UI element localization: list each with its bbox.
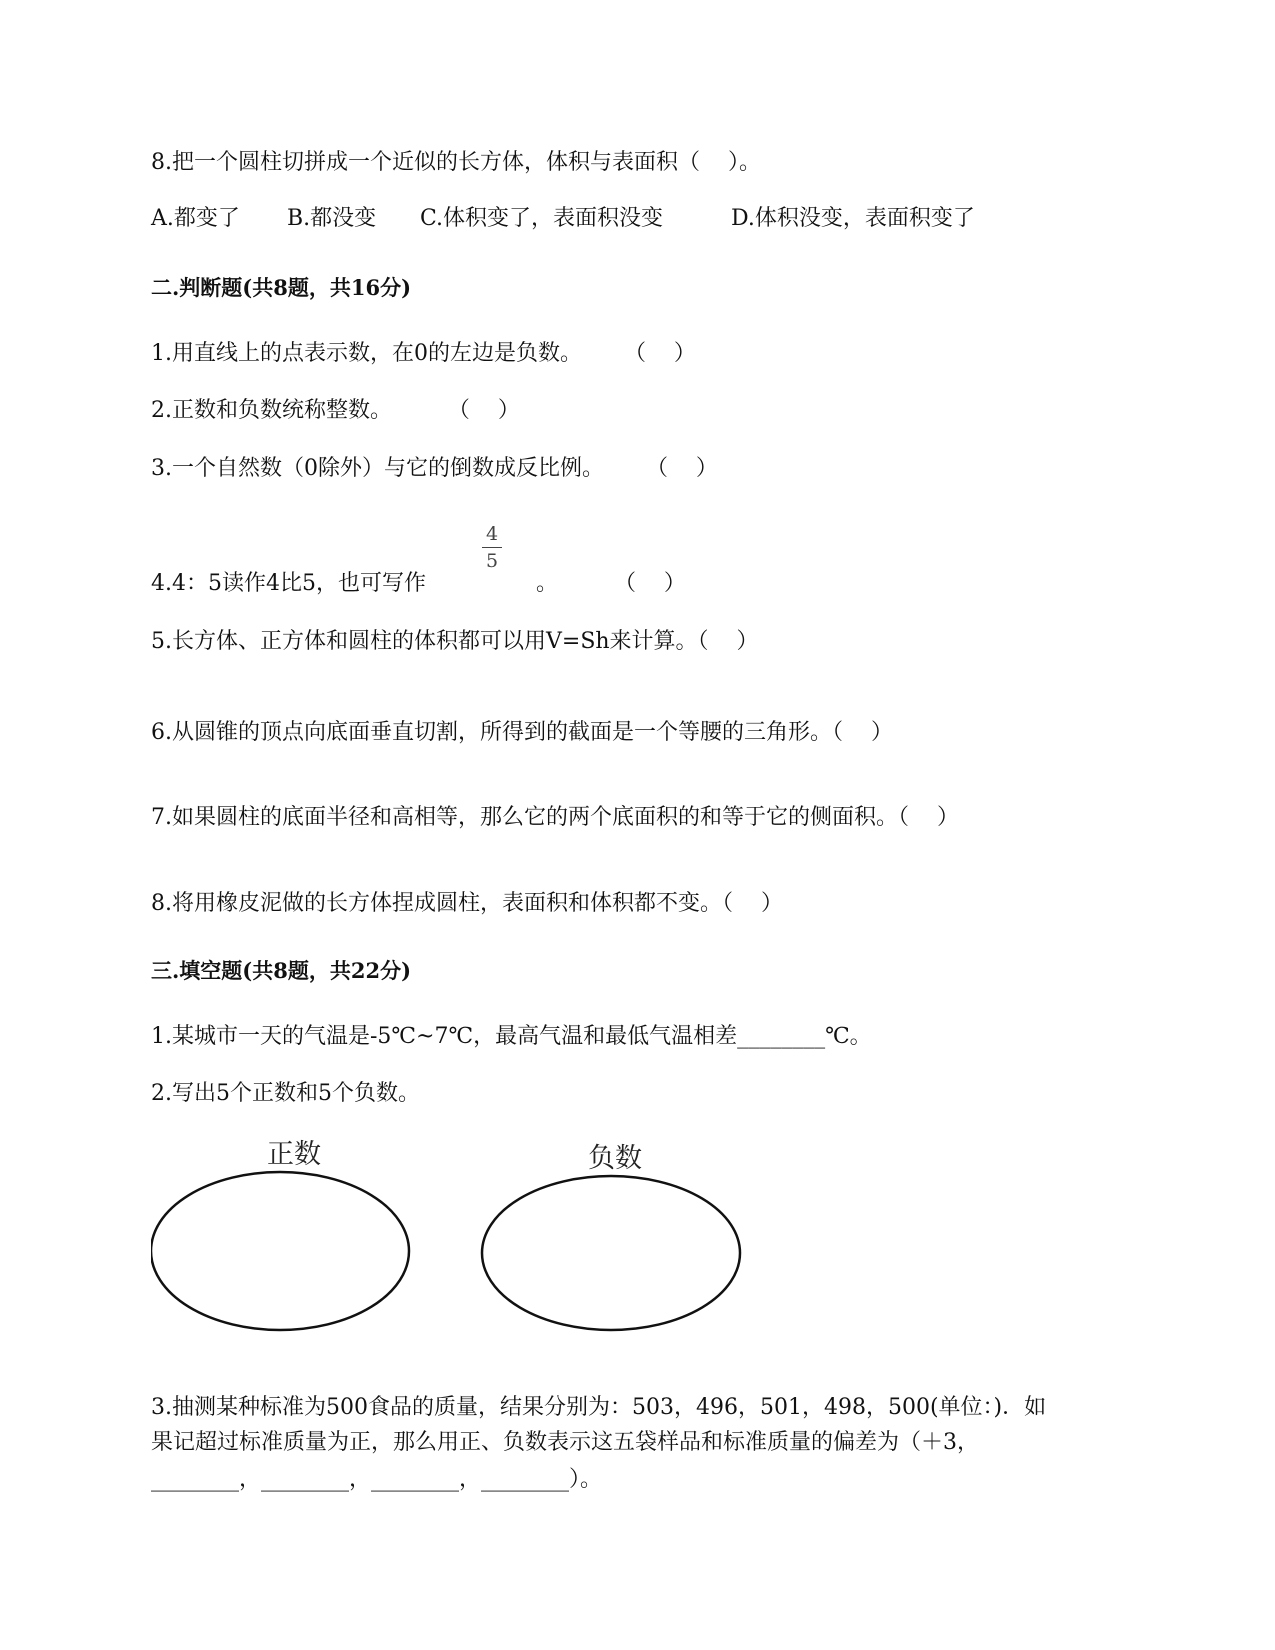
section-3-heading: 三.填空题(共8题，共22分)	[151, 958, 412, 983]
positive-numbers-oval	[151, 1172, 409, 1330]
negative-numbers-label: 负数	[588, 1143, 642, 1174]
judge-item-4: 4.4：5读作4比5，也可写作	[151, 571, 426, 596]
question-8-stem: 8.把一个圆柱切拼成一个近似的长方体，体积与表面积（ ）。	[151, 150, 761, 175]
judge-item-4-tail: 。 （ ）	[536, 571, 686, 596]
section-2-heading: 二.判断题(共8题，共16分)	[151, 275, 412, 300]
option-a: A.都变了	[151, 206, 240, 231]
ovals-svg	[151, 1130, 751, 1350]
positive-numbers-label: 正数	[267, 1139, 321, 1170]
fill-item-3-line-2: 果记超过标准质量为正，那么用正、负数表示这五袋样品和标准质量的偏差为（＋3，	[151, 1430, 979, 1455]
judge-item-5: 5.长方体、正方体和圆柱的体积都可以用V=Sh来计算。（ ）	[151, 629, 759, 654]
fill-item-1: 1.某城市一天的气温是-5℃~7℃，最高气温和最低气温相差________℃。	[151, 1024, 872, 1049]
judge-item-6: 6.从圆锥的顶点向底面垂直切割，所得到的截面是一个等腰的三角形。（ ）	[151, 720, 893, 745]
fraction-four-fifths	[482, 524, 502, 571]
option-d: D.体积没变，表面积变了	[731, 206, 975, 231]
option-b: B.都没变	[287, 206, 377, 231]
judge-item-8: 8.将用橡皮泥做的长方体捏成圆柱，表面积和体积都不变。（ ）	[151, 891, 783, 916]
fill-item-3-line-1: 3.抽测某种标准为500食品的质量，结果分别为：503，496，501，498，500(单位：)．如	[151, 1395, 1047, 1420]
option-c: C.体积变了，表面积没变	[420, 206, 664, 231]
judge-item-2: 2.正数和负数统称整数。 （ ）	[151, 398, 520, 423]
fraction-numerator: 4	[485, 523, 499, 545]
judge-item-1: 1.用直线上的点表示数，在0的左边是负数。 （ ）	[151, 341, 696, 366]
number-sets-figure	[151, 1130, 751, 1350]
negative-numbers-oval	[482, 1176, 740, 1330]
fraction-bar	[482, 547, 502, 548]
fraction-denominator: 5	[485, 550, 499, 572]
judge-item-3: 3.一个自然数（0除外）与它的倒数成反比例。 （ ）	[151, 456, 718, 481]
judge-item-7: 7.如果圆柱的底面半径和高相等，那么它的两个底面积的和等于它的侧面积。（ ）	[151, 805, 959, 830]
fill-item-3-line-3: ________，________，________，________）。	[151, 1467, 603, 1492]
fill-item-2: 2.写出5个正数和5个负数。	[151, 1081, 420, 1106]
